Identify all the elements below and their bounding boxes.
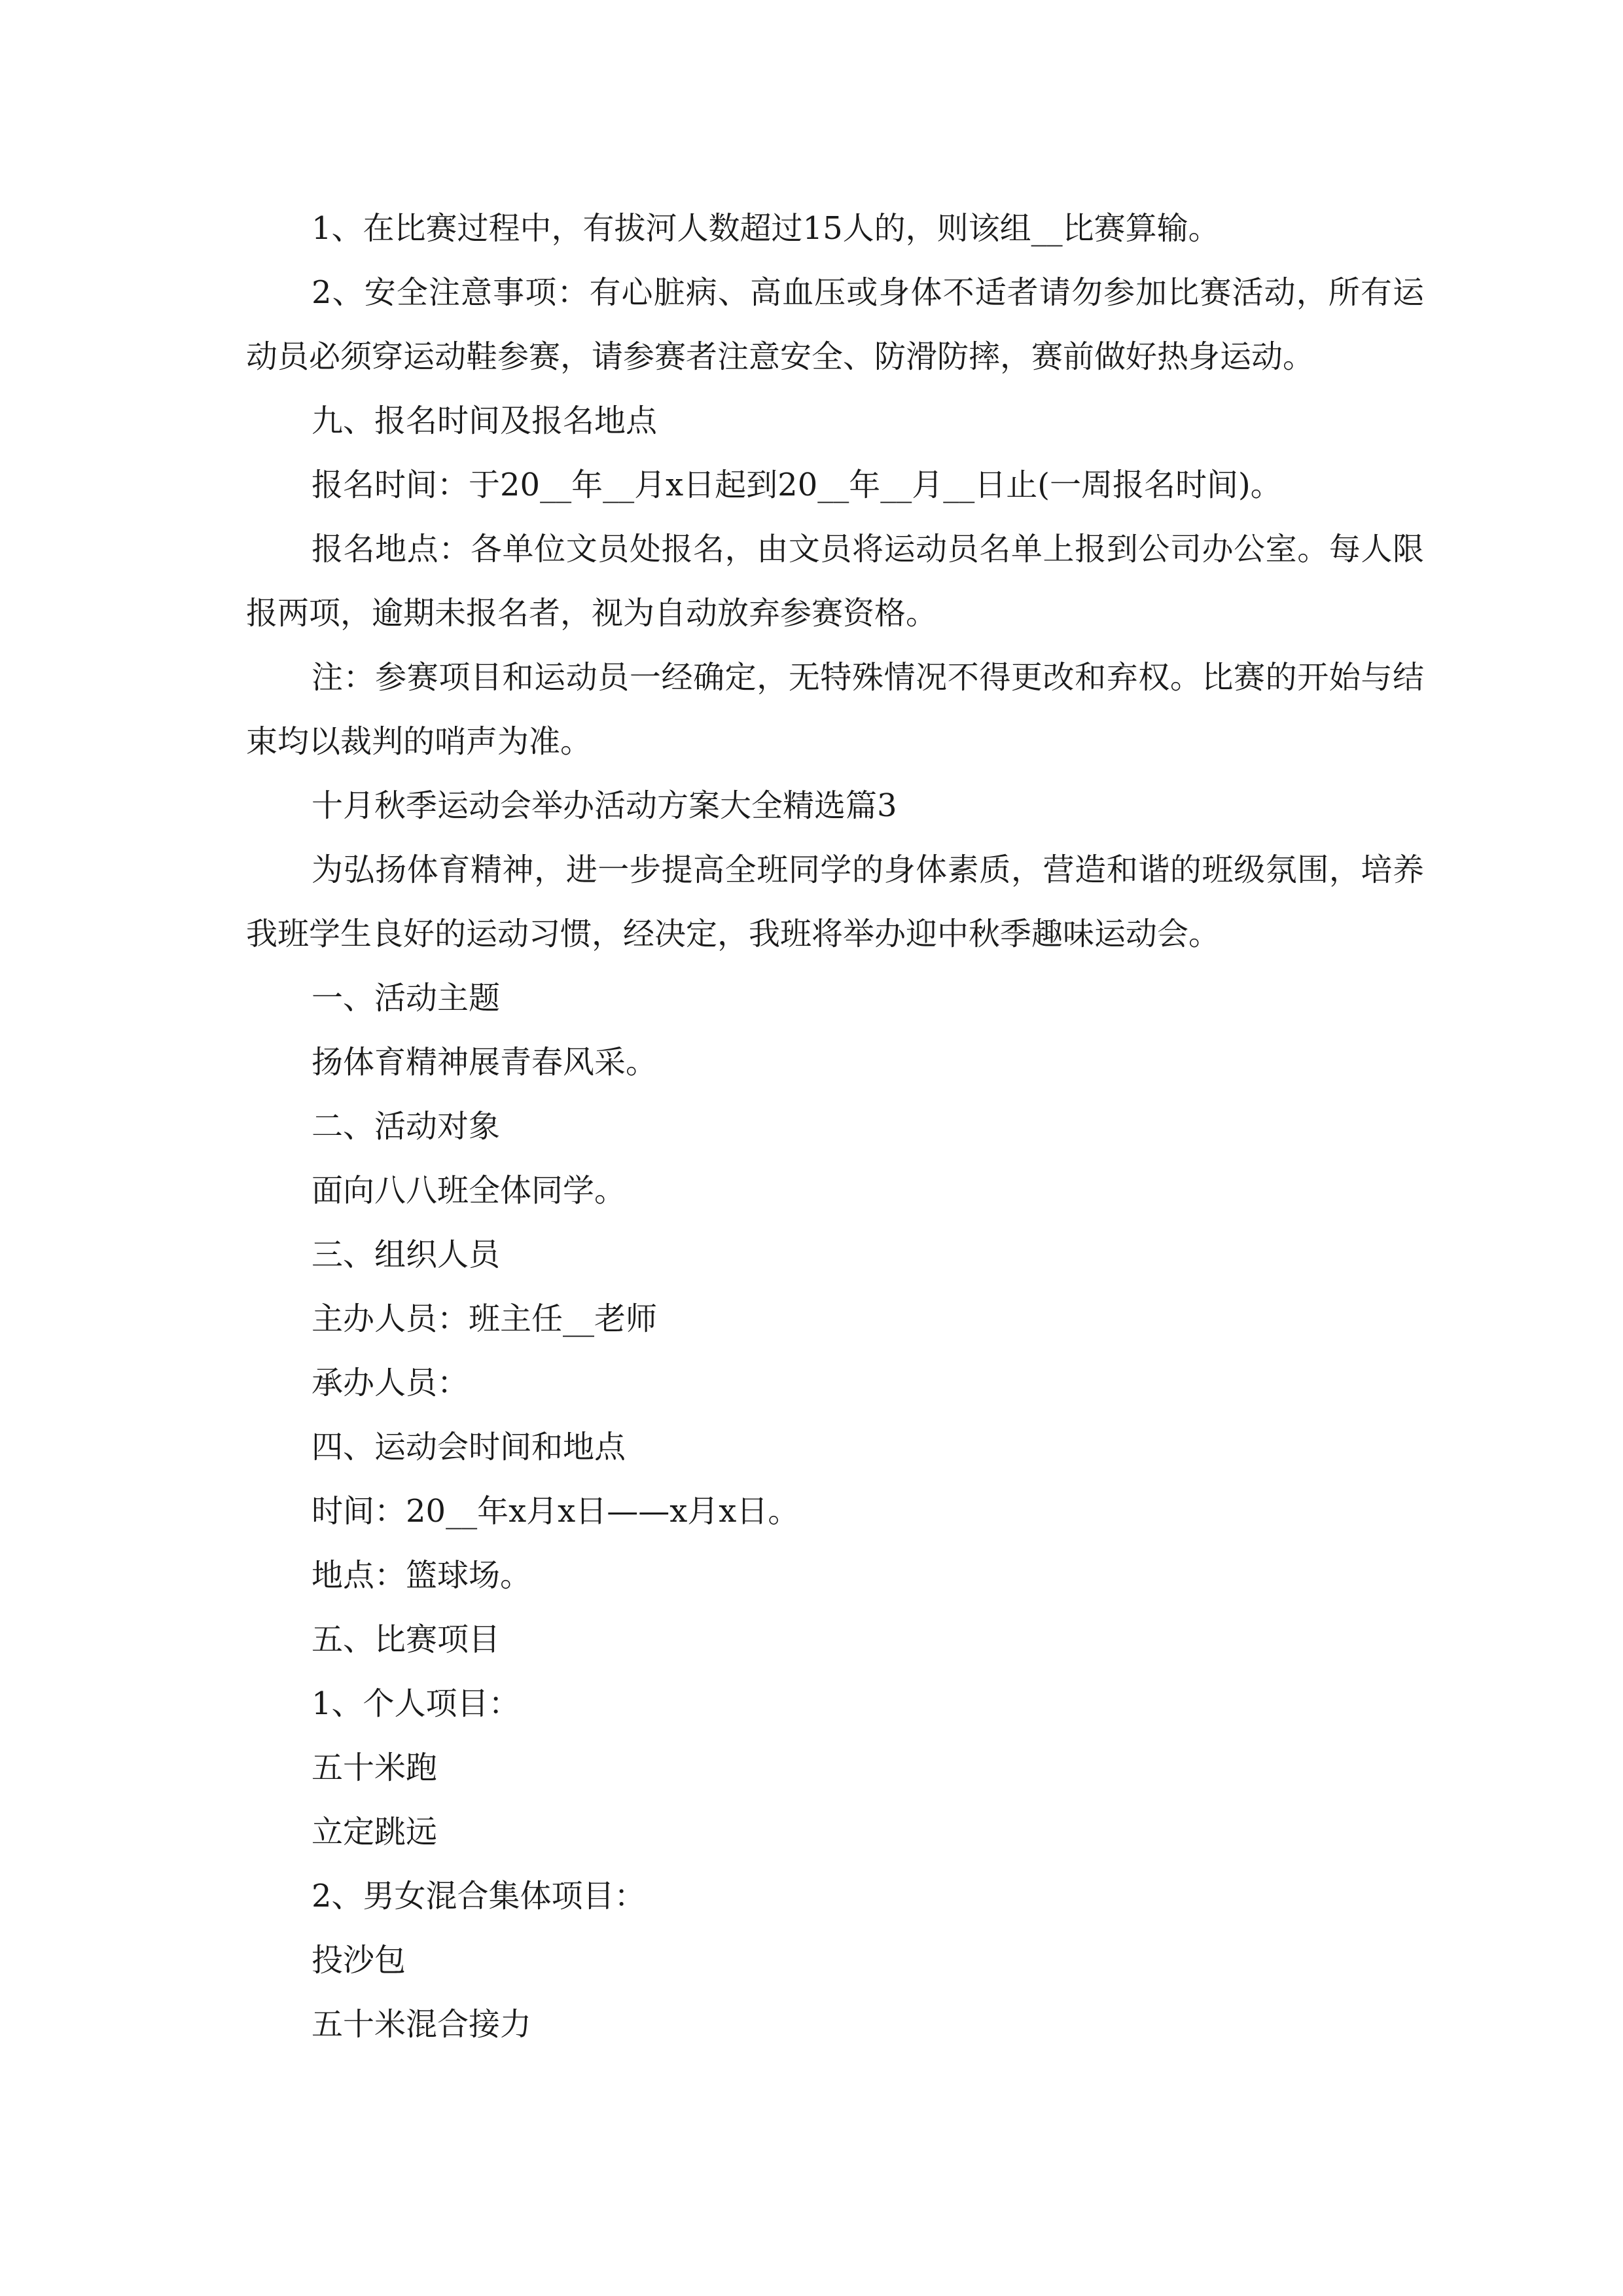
document-page <box>246 196 1424 2056</box>
section-heading: 四、运动会时间和地点 <box>312 1429 626 1465</box>
paragraph: 扬体育精神展青春风采。 <box>312 1044 658 1081</box>
section-heading: 二、活动对象 <box>312 1108 501 1145</box>
paragraph: 地点：篮球场。 <box>312 1557 532 1594</box>
paragraph: 2、安全注意事项：有心脏病、高血压或身体不适者请勿参加比赛活动，所有运动员必须穿运动鞋参赛，请参赛者注意安全、防滑防摔，赛前做好热身运动。 <box>246 274 1424 375</box>
article-title: 十月秋季运动会举办活动方案大全精选篇3 <box>312 787 897 824</box>
paragraph: 1、在比赛过程中，有拔河人数超过15人的，则该组__比赛算输。 <box>312 210 1220 247</box>
list-item: 1、个人项目： <box>312 1685 520 1722</box>
list-item: 投沙包 <box>312 1942 406 1979</box>
paragraph: 注：参赛项目和运动员一经确定，无特殊情况不得更改和弃权。比赛的开始与结束均以裁判的哨声为准。 <box>246 659 1424 760</box>
paragraph: 报名时间：于20__年__月x日起到20__年__月__日止(一周报名时间)。 <box>312 467 1282 503</box>
paragraph: 面向八八班全体同学。 <box>312 1172 626 1209</box>
list-item: 五十米跑 <box>312 1749 438 1786</box>
paragraph: 主办人员：班主任__老师 <box>312 1300 658 1337</box>
list-item: 立定跳远 <box>312 1814 438 1850</box>
paragraph: 承办人员： <box>312 1365 469 1401</box>
section-heading: 一、活动主题 <box>312 980 501 1016</box>
section-heading: 三、组织人员 <box>312 1236 501 1273</box>
list-item: 2、男女混合集体项目： <box>312 1878 646 1914</box>
section-heading: 五、比赛项目 <box>312 1621 501 1658</box>
paragraph: 报名地点：各单位文员处报名，由文员将运动员名单上报到公司办公室。每人限报两项，逾期未报名者，视为自动放弃参赛资格。 <box>246 531 1424 632</box>
section-heading: 九、报名时间及报名地点 <box>312 403 658 439</box>
paragraph: 时间：20__年x月x日——x月x日。 <box>312 1493 800 1530</box>
paragraph: 为弘扬体育精神，进一步提高全班同学的身体素质，营造和谐的班级氛围，培养我班学生良好的运动习惯，经决定，我班将举办迎中秋季趣味运动会。 <box>246 852 1424 952</box>
list-item: 五十米混合接力 <box>312 2006 532 2043</box>
